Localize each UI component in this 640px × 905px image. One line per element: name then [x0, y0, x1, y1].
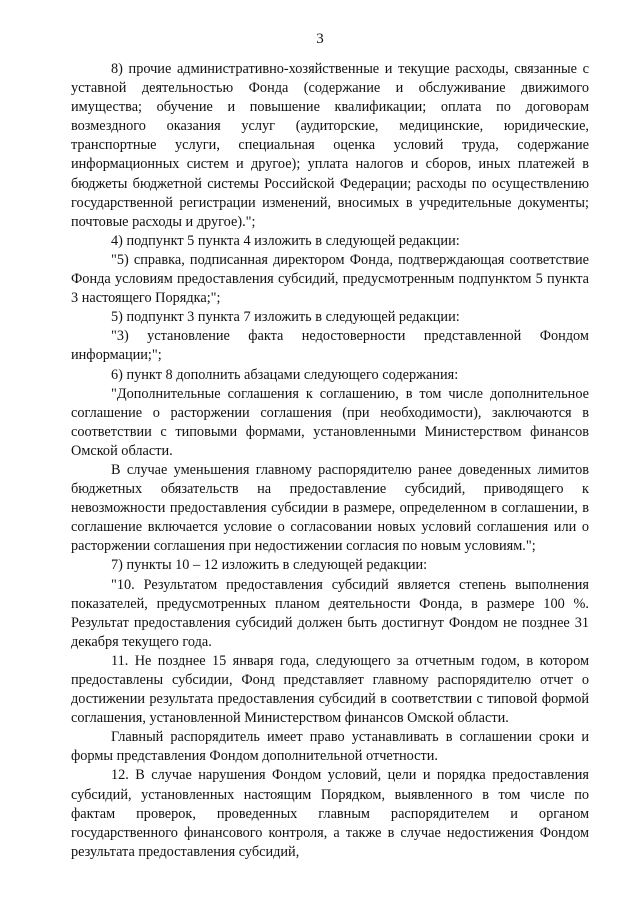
paragraph-item-10-result: "10. Результатом предоставления субсидий является степень выполнения показателей, предусмотренных планом деятельности Фонда, в размере 100 %. Результат предоставления субсидий должен быть достигнут Фондом не позднее 31 декабря текущего года. — [71, 576, 589, 650]
paragraph-item-8-other-expenses: 8) прочие административно-хозяйственные и текущие расходы, связанные с уставной деятельностью Фонда (содержание и обслуживание движимого имущества; обучение и повышение квалификации; оплата по договорам возмездного оказания услуг (аудиторские, медицинские, юридические, транспортные услуги, специальная оценка условий труда, содержание информационных систем и другое); уплата налогов и сборов, иных платежей в бюджеты бюджетной системы Российской Федерации; расходы по осуществлению государственной регистрации изменений, вносимых в учредительные документы; почтовые расходы и другое)."; — [71, 61, 589, 230]
document-body — [71, 60, 589, 862]
paragraph-amend-item-4-subitem-5: 4) подпункт 5 пункта 4 изложить в следующей редакции: — [111, 232, 460, 249]
paragraph-item-11-report: 11. Не позднее 15 января года, следующего за отчетным годом, в котором предоставлены субсидии, Фонд представляет главному распорядителю отчет о достижении результата предоставления субсидий в соответствии с типовой формой соглашения, установленной Министерством финансов Омской области. — [71, 652, 589, 727]
paragraph-certificate-text: "5) справка, подписанная директором Фонда, подтверждающая соответствие Фонда условиям предоставления субсидий, предусмотренным подпунктом 5 пункта 3 настоящего Порядка;"; — [71, 251, 589, 307]
page-number: 3 — [316, 31, 324, 47]
paragraph-additional-reporting: Главный распорядитель имеет право устанавливать в соглашении сроки и формы представления Фондом дополнительной отчетности. — [71, 729, 589, 765]
paragraph-item-12-violations: 12. В случае нарушения Фондом условий, цели и порядка предоставления субсидий, установленных настоящим Порядком, выявленного в том числе по фактам проверок, проведенных главным распорядителем и органом государственного финансового контроля, а также в случае недостижения Фондом результата предоставления субсидий, — [71, 767, 589, 860]
paragraph-amend-item-8: 6) пункт 8 дополнить абзацами следующего содержания: — [111, 366, 459, 383]
paragraph-additional-agreements: "Дополнительные соглашения к соглашению, в том числе дополнительное соглашение о расторжении соглашения (при необходимости), заключаются в соответствии с типовыми формами, установленными Министерством финансов Омской области. — [71, 385, 589, 459]
paragraph-amend-items-10-12: 7) пункты 10 – 12 изложить в следующей редакции: — [111, 557, 428, 574]
paragraph-false-information-text: "3) установление факта недостоверности представленной Фондом информации;"; — [71, 328, 589, 364]
paragraph-amend-item-7-subitem-3: 5) подпункт 3 пункта 7 изложить в следующей редакции: — [111, 309, 460, 326]
paragraph-limit-reduction: В случае уменьшения главному распорядителю ранее доведенных лимитов бюджетных обязательств на предоставление субсидий, приводящего к невозможности предоставления субсидии в размере, определенном в соглашении, в соглашение включается условие о согласовании новых условий соглашения или о расторжении соглашения при недостижении согласия по новым условиям."; — [71, 461, 589, 555]
